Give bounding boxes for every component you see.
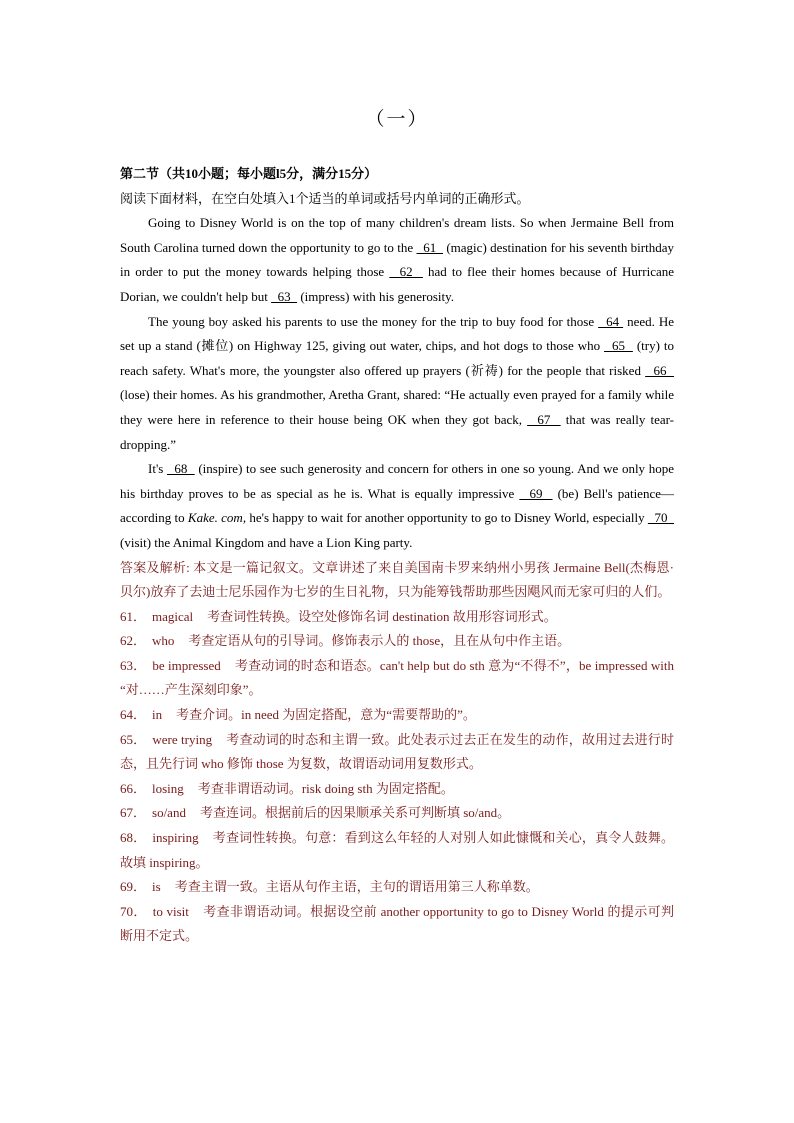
text-run: (be) Bell's patience—according to bbox=[120, 485, 674, 526]
blank-70: 70 bbox=[647, 510, 675, 526]
answer-explanation: 考查词性转换。设空处修饰名词 destination 故用形容词形式。 bbox=[207, 608, 557, 624]
answer-list bbox=[120, 605, 674, 949]
blank-61: 61 bbox=[416, 239, 443, 255]
answer-explanation: 考查连词。根据前后的因果顺承关系可判断填 so/and。 bbox=[199, 805, 511, 821]
answer-number: 70． bbox=[120, 903, 147, 919]
answer-word: be impressed bbox=[152, 657, 221, 673]
answer-explanation: 考查介词。in need 为固定搭配，意为“需要帮助的”。 bbox=[176, 707, 476, 723]
answer-number: 67． bbox=[120, 805, 147, 821]
instruction-text: 阅读下面材料，在空白处填入1个适当的单词或括号内单词的正确形式。 bbox=[120, 190, 530, 206]
answer-number: 68． bbox=[120, 830, 147, 846]
answer-explanation: 考查动词的时态和主谓一致。此处表示过去正在发生的动作，故用过去进行时态，且先行词 who 修饰 those 为复数，故谓语动词用复数形式。 bbox=[120, 731, 674, 772]
answer-number: 65． bbox=[120, 731, 147, 747]
answer-word: inspiring bbox=[152, 830, 199, 846]
answer-explanation: 考查非谓语动词。根据设空前 another opportunity to go to Disney World 的提示可判断用不定式。 bbox=[120, 903, 674, 944]
answer-explanation: 考查动词的时态和语态。can't help but do sth 意为“不得不”，be impressed with “对……产生深刻印象”。 bbox=[120, 657, 674, 698]
text-run: that was really tear-dropping.” bbox=[120, 411, 675, 452]
answer-section bbox=[120, 556, 674, 950]
answer-item bbox=[120, 801, 674, 826]
text-run: Going to Disney World is on the top of many children's dream lists. So when Jermaine Bell from South Carolina turned down the opportunity to go to the bbox=[120, 215, 674, 255]
answer-word: magical bbox=[152, 608, 194, 624]
text-run: he's happy to wait for another opportunity to go to Disney World, especially bbox=[246, 510, 648, 526]
answer-item bbox=[120, 900, 674, 949]
text-run: (impress) with his generosity. bbox=[297, 288, 455, 304]
passage-paragraph-1 bbox=[120, 211, 674, 309]
passage-paragraph-3 bbox=[120, 457, 674, 555]
answer-number: 62． bbox=[120, 633, 147, 649]
answer-word: so/and bbox=[152, 805, 186, 821]
text-run: need. He set up a stand (摊位) on Highway 125, giving out water, chips, and hot dogs to those who bbox=[120, 313, 675, 354]
answer-number: 63． bbox=[120, 657, 147, 673]
answer-number: 69． bbox=[120, 879, 147, 895]
answer-item bbox=[120, 826, 674, 875]
answer-item bbox=[120, 654, 674, 703]
blank-68: 68 bbox=[167, 461, 195, 477]
answer-word: in bbox=[152, 707, 163, 723]
text-run: had to flee their homes because of Hurricane Dorian, we couldn't help but bbox=[120, 264, 675, 304]
blank-64: 64 bbox=[598, 313, 624, 329]
content-area bbox=[120, 162, 674, 949]
answer-intro: 答案及解析: 本文是一篇记叙文。文章讲述了来自美国南卡罗来纳州小男孩 Jermaine Bell(杰梅恩·贝尔)放弃了去迪士尼乐园作为七岁的生日礼物，只为能筹钱帮助那些因飓风而无家可归的人们。 bbox=[120, 559, 674, 600]
text-run: (visit) the Animal Kingdom and have a Lion King party. bbox=[120, 534, 413, 550]
answer-number: 64． bbox=[120, 707, 147, 723]
text-run: (lose) their homes. As his grandmother, Aretha Grant, shared: “He actually even prayed for a family while they were here in reference to their house being OK when they got back, bbox=[120, 387, 674, 427]
answer-item bbox=[120, 777, 674, 802]
answer-word: is bbox=[152, 879, 161, 895]
text-run: (inspire) to see such generosity and concern for others in one so young. And we only hope his birthday proves to be as special as he is. What is equally impressive bbox=[120, 461, 674, 501]
answer-explanation: 考查词性转换。句意：看到这么年轻的人对别人如此慷慨和关心，真令人鼓舞。故填 inspiring。 bbox=[120, 830, 674, 870]
answer-word: who bbox=[152, 633, 175, 649]
answer-number: 66． bbox=[120, 780, 147, 796]
answer-item bbox=[120, 629, 674, 654]
blank-66: 66 bbox=[645, 362, 675, 378]
answer-item bbox=[120, 875, 674, 900]
section-heading: 第二节（共10小题；每小题l5分，满分15分） bbox=[120, 166, 378, 181]
blank-63: 63 bbox=[271, 288, 298, 304]
blank-65: 65 bbox=[604, 338, 633, 354]
text-run: It's bbox=[148, 461, 168, 477]
answer-item bbox=[120, 728, 674, 777]
answer-item bbox=[120, 703, 674, 728]
blank-62: 62 bbox=[389, 264, 423, 280]
text-run: (try) to reach safety. What's more, the youngster also offered up prayers (祈祷) for the people that risked bbox=[120, 338, 674, 378]
answer-word: to visit bbox=[152, 903, 189, 919]
answer-item bbox=[120, 605, 674, 630]
passage-paragraph-2 bbox=[120, 310, 674, 458]
text-run: The young boy asked his parents to use the money for the trip to buy food for those bbox=[148, 313, 599, 329]
answer-word: losing bbox=[152, 780, 184, 796]
text-run: (magic) destination for his seventh birthday in order to put the money towards helping those bbox=[120, 239, 675, 280]
answer-word: were trying bbox=[152, 731, 213, 747]
answer-number: 61． bbox=[120, 608, 147, 624]
blank-69: 69 bbox=[519, 485, 553, 501]
answer-explanation: 考查非谓语动词。risk doing sth 为固定搭配。 bbox=[197, 780, 454, 796]
page-title: （一） bbox=[365, 109, 429, 130]
answer-explanation: 考查主谓一致。主语从句作主语，主句的谓语用第三人称单数。 bbox=[174, 879, 539, 895]
source-website: Kake. com, bbox=[187, 510, 247, 526]
blank-67: 67 bbox=[527, 411, 561, 427]
answer-explanation: 考查定语从句的引导词。修饰表示人的 those，且在从句中作主语。 bbox=[188, 633, 571, 649]
